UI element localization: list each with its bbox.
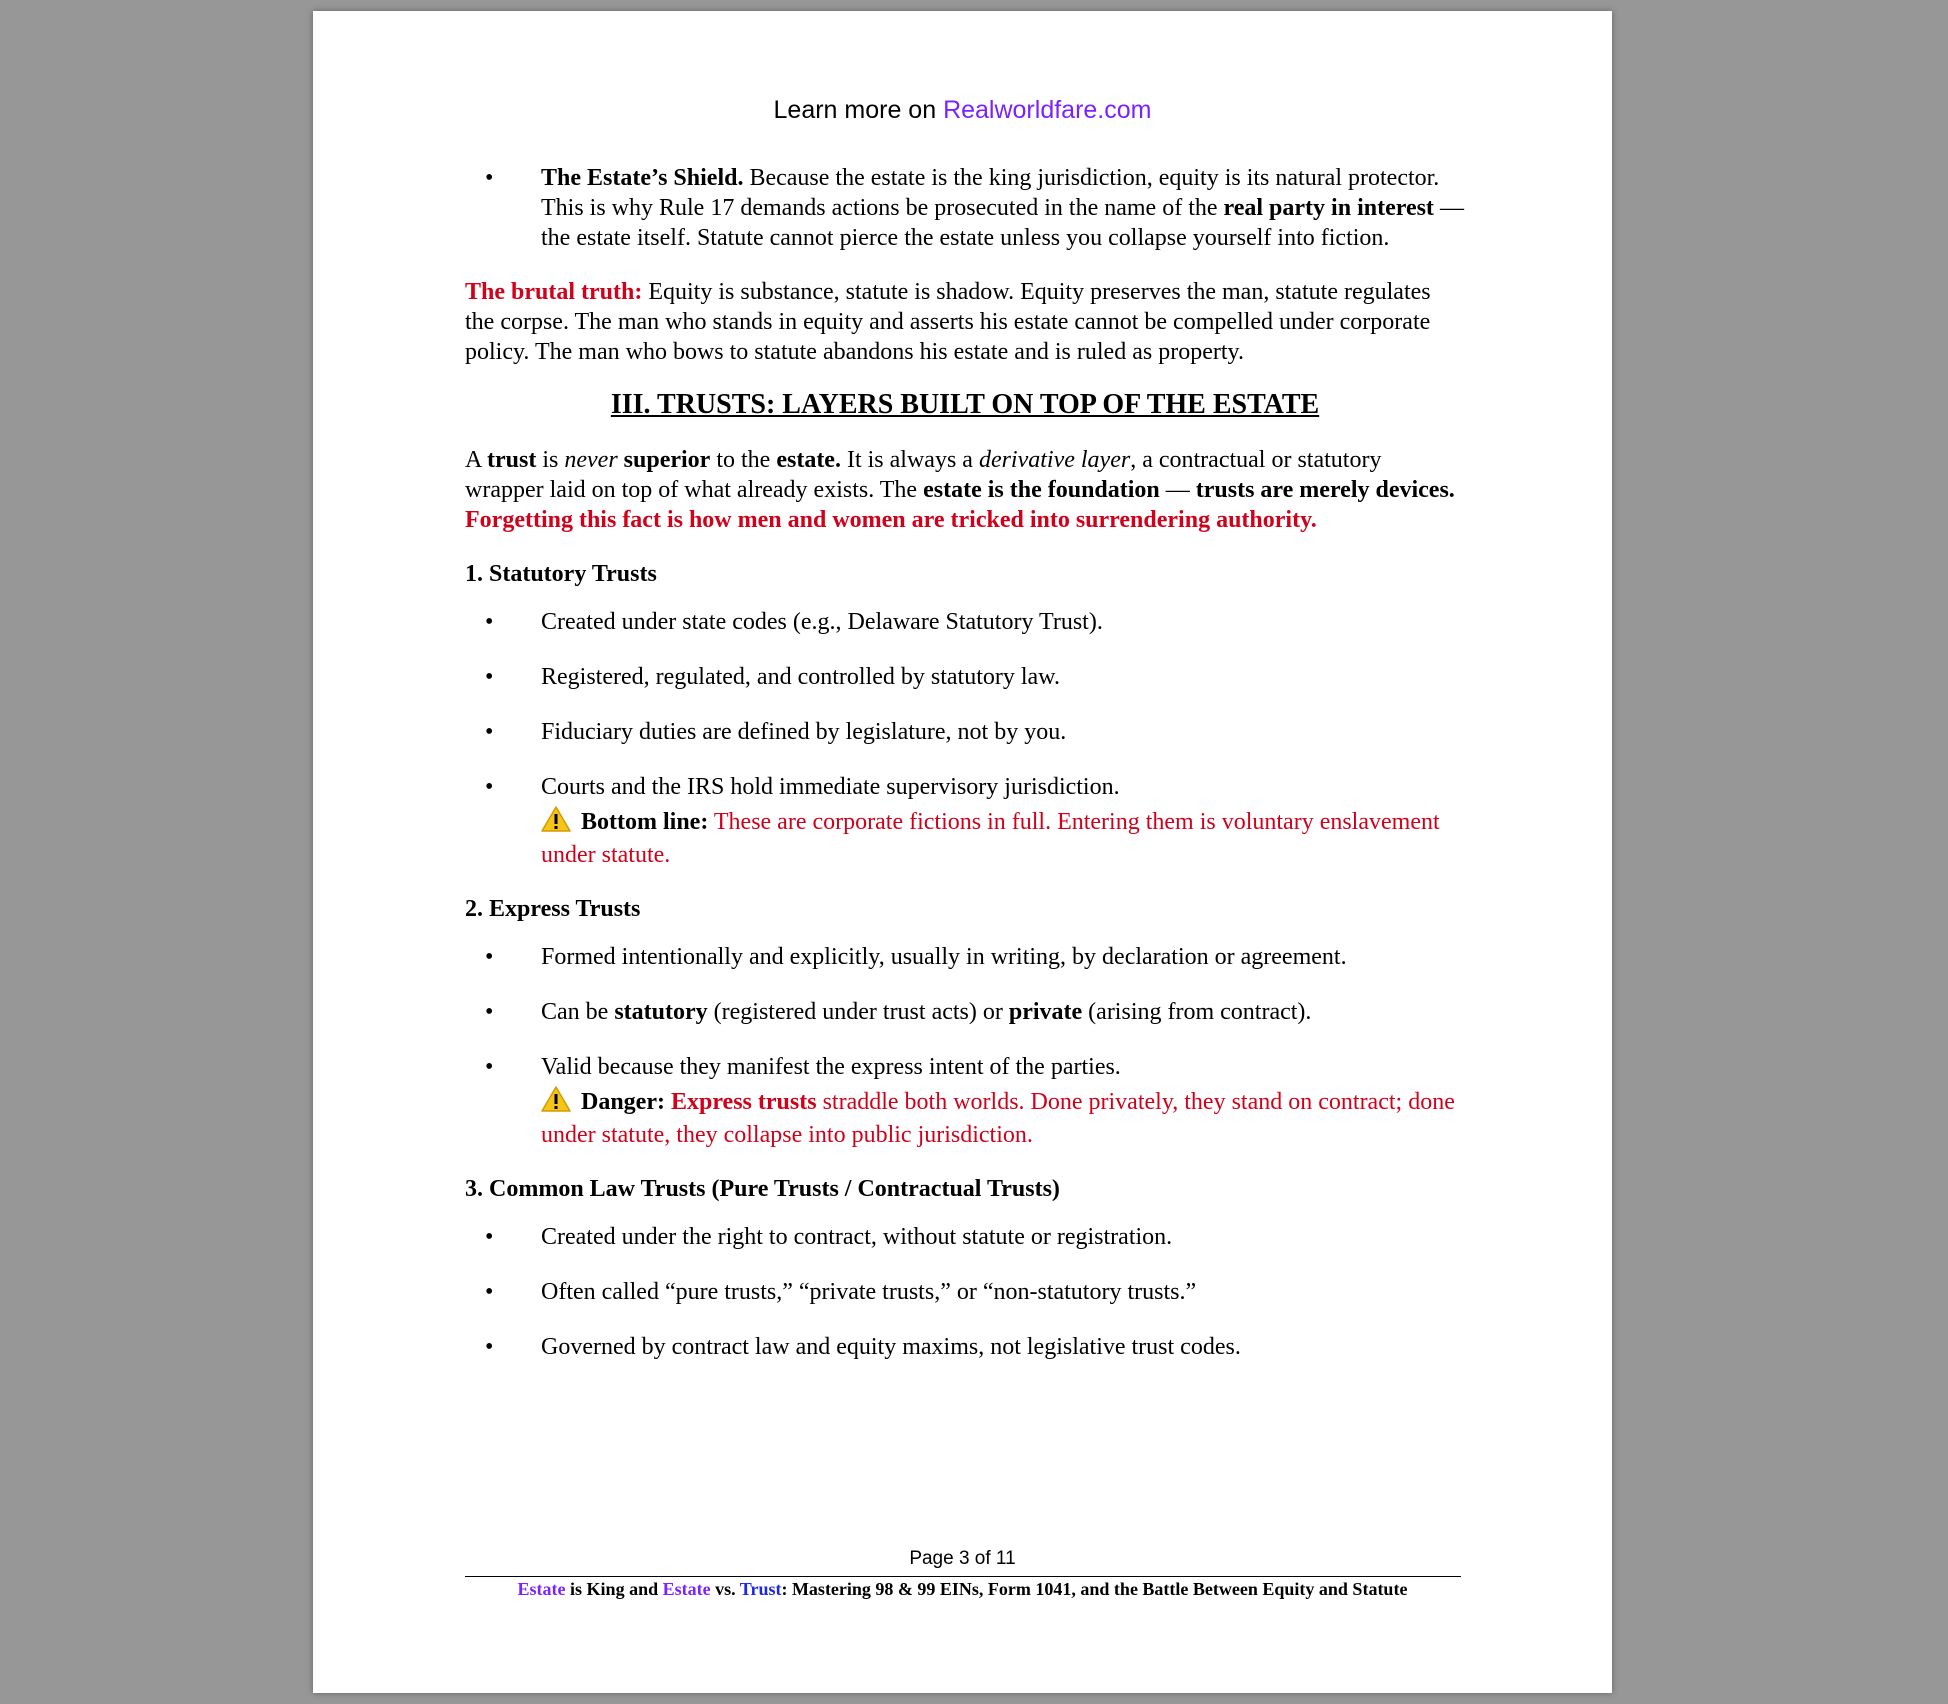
list-item <box>465 1222 1465 1252</box>
bullet-marker: • <box>485 165 494 191</box>
footer-title <box>313 1579 1612 1600</box>
list-item <box>465 607 1465 637</box>
intro-text: It is always a <box>840 447 979 473</box>
intro-text: to the <box>710 447 777 473</box>
list-item-text: (arising from contract). <box>1082 999 1312 1025</box>
bullet-marker: • <box>485 1334 494 1360</box>
express-trusts-list <box>465 942 1465 1152</box>
bullet-marker: • <box>485 1224 494 1250</box>
warning-icon <box>541 1086 571 1112</box>
bottom-line-text: These are corporate fictions in full. Entering them is voluntary enslavement under statute. <box>541 809 1440 868</box>
bottom-line-label: Bottom line: <box>581 809 709 835</box>
bullet-marker: • <box>485 1054 494 1080</box>
list-item <box>465 1052 1465 1152</box>
intro-italic: derivative layer <box>978 447 1131 473</box>
private-bold: private <box>1008 999 1083 1025</box>
brutal-truth-text: Equity is substance, statute is shadow. Equity preserves the man, statute regulates the corpse. The man who stands in equity and asserts his estate cannot be compelled under corporate policy. The man who bows to statute abandons his estate and is ruled as property. <box>465 279 1431 365</box>
danger-text: straddle both worlds. Done privately, they stand on contract; done under statute, they collapse into public jurisdiction. <box>541 1089 1455 1148</box>
list-item-text: Created under state codes (e.g., Delaware Statutory Trust). <box>541 609 1103 635</box>
bullet-marker: • <box>485 999 494 1025</box>
footer-estate-word: Estate <box>662 1579 711 1599</box>
list-item-text: Can be <box>541 999 615 1025</box>
intro-text: A <box>465 447 488 473</box>
brutal-truth-label: The brutal truth: <box>465 279 643 305</box>
common-law-trusts-list <box>465 1222 1465 1362</box>
footer-text: vs. <box>710 1579 740 1599</box>
header-prefix: Learn more on <box>773 96 944 124</box>
bullet-marker: • <box>485 774 494 800</box>
footer-estate-word: Estate <box>517 1579 566 1599</box>
header-site-link[interactable]: Realworldfare.com <box>943 96 1152 124</box>
bullet-marker: • <box>485 664 494 690</box>
brutal-truth-paragraph <box>465 277 1465 367</box>
page-content <box>465 163 1465 1362</box>
intro-bold: superior <box>623 447 711 473</box>
intro-red-warning: Forgetting this fact is how men and women are tricked into surrendering authority. <box>465 507 1317 533</box>
list-item-text: Often called “pure trusts,” “private trusts,” or “non-statutory trusts.” <box>541 1279 1197 1305</box>
list-item-text: Created under the right to contract, without statute or registration. <box>541 1224 1173 1250</box>
footer-text: is King and <box>565 1579 663 1599</box>
statutory-bold: statutory <box>614 999 708 1025</box>
footer-divider <box>465 1576 1461 1577</box>
estate-shield-text-end: — the estate itself. Statute cannot pierce the estate unless you collapse yourself into fiction. <box>541 195 1464 251</box>
intro-italic: never <box>564 447 618 473</box>
list-item <box>465 942 1465 972</box>
intro-text: — <box>1159 477 1196 503</box>
list-item <box>465 662 1465 692</box>
list-item-text: Fiduciary duties are defined by legislature, not by you. <box>541 719 1067 745</box>
page-header <box>313 96 1612 125</box>
footer-trust-word: Trust <box>739 1579 782 1599</box>
bullet-marker: • <box>485 719 494 745</box>
list-item <box>465 163 1465 253</box>
bullet-marker: • <box>485 609 494 635</box>
express-trusts-title: 2. Express Trusts <box>465 896 641 922</box>
real-party-bold: real party in interest <box>1223 195 1434 221</box>
section-intro-paragraph <box>465 445 1465 535</box>
express-trusts-bold: Express trusts <box>670 1089 817 1115</box>
estate-shield-text: Because the estate is the king jurisdiction, equity is its natural protector. This is why Rule 17 demands actions be prosecuted in the name of the <box>541 165 1440 221</box>
intro-bold: trust <box>487 447 537 473</box>
bullet-marker: • <box>485 1279 494 1305</box>
bottom-line-note <box>541 806 1465 872</box>
list-item-text: Courts and the IRS hold immediate supervisory jurisdiction. <box>541 774 1120 800</box>
warning-icon <box>541 806 571 832</box>
danger-label: Danger: <box>581 1089 665 1115</box>
document-page <box>313 11 1612 1693</box>
list-item-text: Governed by contract law and equity maxims, not legislative trust codes. <box>541 1334 1241 1360</box>
statutory-trusts-list <box>465 607 1465 872</box>
list-item-text: Registered, regulated, and controlled by statutory law. <box>541 664 1060 690</box>
list-item-text: Valid because they manifest the express intent of the parties. <box>541 1054 1121 1080</box>
list-item-text: (registered under trust acts) or <box>707 999 1009 1025</box>
list-item <box>465 1277 1465 1307</box>
list-item <box>465 717 1465 747</box>
intro-text: , a contractual or statutory wrapper laid on top of what already exists. The <box>465 447 1382 503</box>
footer-text: : Mastering 98 & 99 EINs, Form 1041, and the Battle Between Equity and Statute <box>781 1579 1408 1599</box>
intro-bold: estate is the foundation <box>923 477 1160 503</box>
section-title: III. TRUSTS: LAYERS BUILT ON TOP OF THE ESTATE <box>610 389 1320 420</box>
intro-bold: trusts are merely devices. <box>1195 477 1455 503</box>
list-item <box>465 997 1465 1027</box>
estate-shield-lead: The Estate’s Shield. <box>541 165 744 191</box>
list-item-text: Formed intentionally and explicitly, usually in writing, by declaration or agreement. <box>541 944 1347 970</box>
common-law-trusts-title: 3. Common Law Trusts (Pure Trusts / Contractual Trusts) <box>465 1176 1060 1202</box>
intro-bold: estate. <box>776 447 841 473</box>
list-item <box>465 772 1465 872</box>
statutory-trusts-title: 1. Statutory Trusts <box>465 561 657 587</box>
bullet-marker: • <box>485 944 494 970</box>
danger-note <box>541 1086 1465 1152</box>
list-item <box>465 1332 1465 1362</box>
page-number: Page 3 of 11 <box>909 1548 1016 1569</box>
intro-text: is <box>536 447 565 473</box>
intro-bullet-list <box>465 163 1465 253</box>
